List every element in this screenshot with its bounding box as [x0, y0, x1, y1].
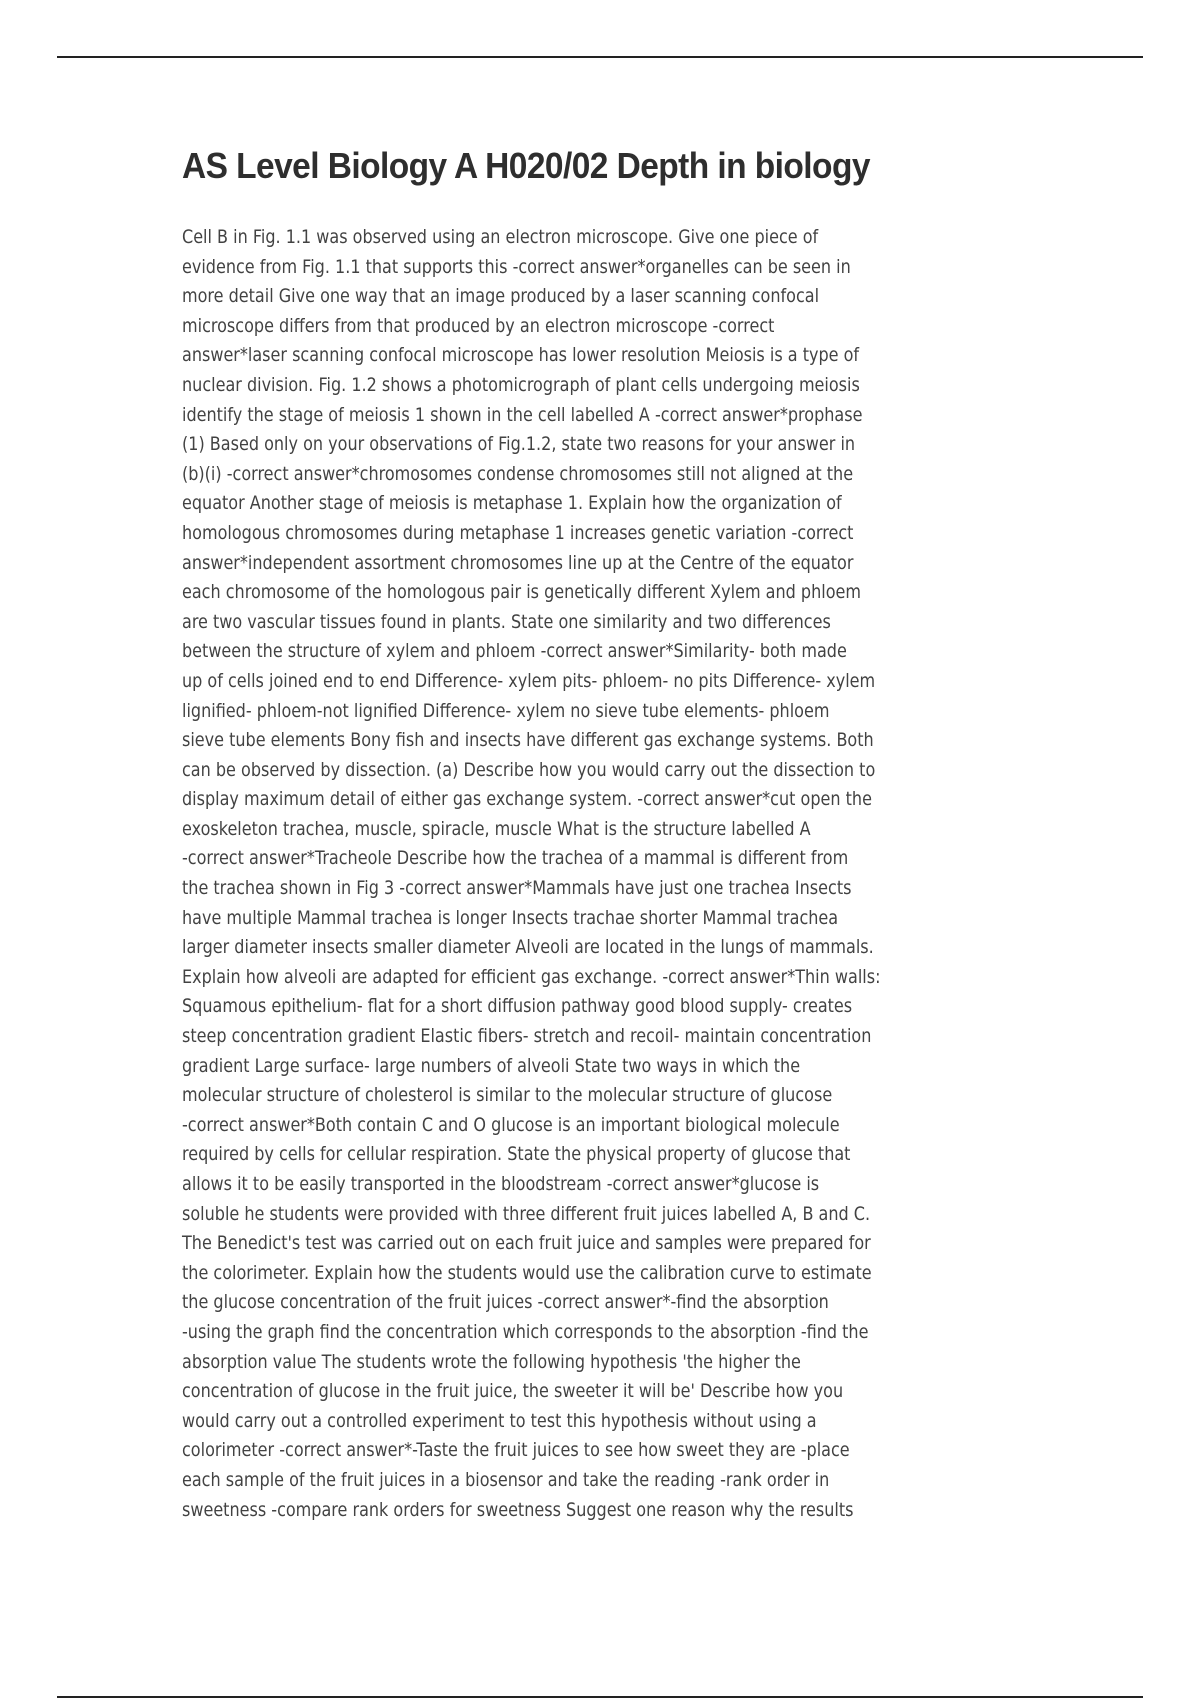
body-text-line: concentration of glucose in the fruit juice, the sweeter it will be' Describe how you: [182, 1381, 844, 1403]
body-text-line: (1) Based only on your observations of Fig.1.2, state two reasons for your answer in: [182, 434, 856, 456]
body-text-line: answer*laser scanning confocal microscope has lower resolution Meiosis is a type of: [182, 345, 860, 367]
body-text-line: absorption value The students wrote the following hypothesis 'the higher the: [182, 1351, 801, 1373]
body-text-line: between the structure of xylem and phloem -correct answer*Similarity- both made: [182, 641, 847, 663]
body-text-line: are two vascular tissues found in plants. State one similarity and two differences: [182, 611, 831, 633]
body-text-line: gradient Large surface- large numbers of alveoli State two ways in which the: [182, 1055, 801, 1077]
body-text-line: exoskeleton trachea, muscle, spiracle, muscle What is the structure labelled A: [182, 818, 811, 840]
body-text-line: Explain how alveoli are adapted for efficient gas exchange. -correct answer*Thin walls:: [182, 966, 881, 988]
body-text-line: equator Another stage of meiosis is metaphase 1. Explain how the organization of: [182, 493, 842, 515]
body-text-line: up of cells joined end to end Difference- xylem pits- phloem- no pits Difference- xylem: [182, 670, 876, 692]
body-text-line: microscope differs from that produced by an electron microscope -correct: [182, 315, 775, 337]
document-body: [182, 223, 1032, 1525]
body-text-line: each chromosome of the homologous pair is genetically different Xylem and phloem: [182, 582, 861, 604]
body-text-line: -correct answer*Both contain C and O glucose is an important biological molecule: [182, 1114, 840, 1136]
body-text-line: identify the stage of meiosis 1 shown in the cell labelled A -correct answer*prophase: [182, 404, 863, 426]
body-text-line: the colorimeter. Explain how the students would use the calibration curve to estimate: [182, 1262, 872, 1284]
body-text-line: more detail Give one way that an image produced by a laser scanning confocal: [182, 286, 820, 308]
body-text-line: soluble he students were provided with three different fruit juices labelled A, B and C.: [182, 1203, 871, 1225]
body-text-line: -correct answer*Tracheole Describe how the trachea of a mammal is different from: [182, 848, 849, 870]
body-text-line: display maximum detail of either gas exchange system. -correct answer*cut open the: [182, 789, 872, 811]
body-text-line: (b)(i) -correct answer*chromosomes condense chromosomes still not aligned at the: [182, 463, 854, 485]
body-text-line: evidence from Fig. 1.1 that supports this -correct answer*organelles can be seen in: [182, 256, 851, 278]
body-text-line: sieve tube elements Bony fish and insects have different gas exchange systems. Both: [182, 730, 874, 752]
body-text-line: have multiple Mammal trachea is longer Insects trachae shorter Mammal trachea: [182, 907, 839, 929]
document-title: AS Level Biology A H020/02 Depth in biology: [182, 145, 870, 186]
body-text-line: The Benedict's test was carried out on each fruit juice and samples were prepared for: [182, 1233, 871, 1255]
body-text-line: steep concentration gradient Elastic fibers- stretch and recoil- maintain concentration: [182, 1026, 872, 1048]
body-text-line: would carry out a controlled experiment to test this hypothesis without using a: [182, 1410, 817, 1432]
bottom-divider: [57, 1696, 1143, 1698]
body-text-line: allows it to be easily transported in the bloodstream -correct answer*glucose is: [182, 1174, 820, 1195]
body-text-line: Cell B in Fig. 1.1 was observed using an electron microscope. Give one piece of: [182, 227, 819, 248]
body-text-line: required by cells for cellular respiration. State the physical property of glucose that: [182, 1144, 851, 1166]
body-text-line: colorimeter -correct answer*-Taste the fruit juices to see how sweet they are -place: [182, 1440, 850, 1462]
body-text-line: can be observed by dissection. (a) Describe how you would carry out the dissection to: [182, 759, 876, 781]
body-text-line: molecular structure of cholesterol is similar to the molecular structure of glucose: [182, 1085, 833, 1107]
body-text-line: homologous chromosomes during metaphase 1 increases genetic variation -correct: [182, 522, 854, 544]
body-text-line: lignified- phloem-not lignified Difference- xylem no sieve tube elements- phloem: [182, 700, 830, 722]
body-text-line: larger diameter insects smaller diameter Alveoli are located in the lungs of mammals.: [182, 937, 874, 959]
body-text-line: sweetness -compare rank orders for sweetness Suggest one reason why the results: [182, 1499, 854, 1521]
body-text-line: each sample of the fruit juices in a biosensor and take the reading -rank order in: [182, 1469, 830, 1491]
body-text-line: nuclear division. Fig. 1.2 shows a photomicrograph of plant cells undergoing meiosis: [182, 374, 860, 396]
top-divider: [57, 56, 1143, 58]
body-text-line: answer*independent assortment chromosomes line up at the Centre of the equator: [182, 552, 854, 574]
body-text-line: the trachea shown in Fig 3 -correct answer*Mammals have just one trachea Insects: [182, 878, 852, 900]
body-text-line: Squamous epithelium- flat for a short diffusion pathway good blood supply- creates: [182, 996, 853, 1018]
body-text-line: the glucose concentration of the fruit juices -correct answer*-find the absorption: [182, 1292, 829, 1314]
body-text-line: -using the graph find the concentration which corresponds to the absorption -find the: [182, 1321, 869, 1343]
